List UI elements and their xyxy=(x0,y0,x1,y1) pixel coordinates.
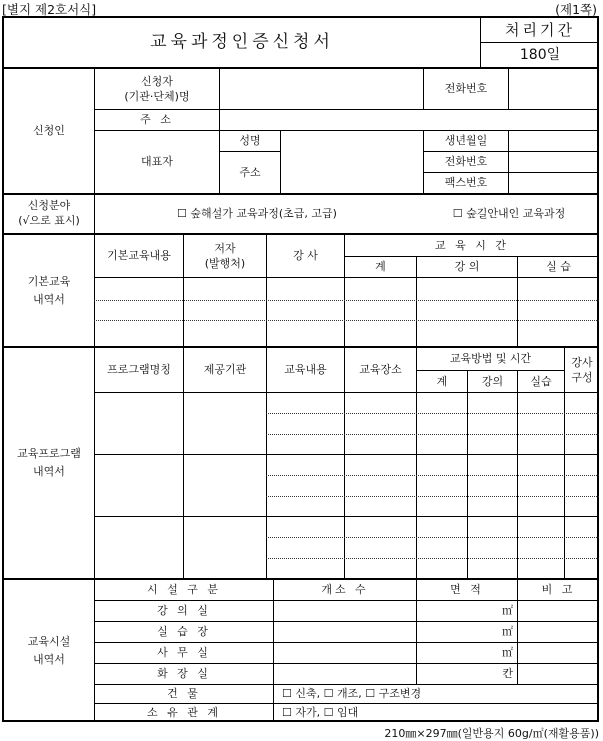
building-checkboxes[interactable]: ☐ 신축, ☐ 개조, ☐ 구조변경 xyxy=(282,687,422,701)
address-label: 주 소 xyxy=(140,113,174,127)
program-content-header: 교육내용 xyxy=(284,363,327,377)
processing-period-value: 180일 xyxy=(519,46,561,63)
applicant-name-label: 신청자 (기관·단체)명 xyxy=(124,74,190,103)
trail-guide-checkbox[interactable]: ☐ 숲길안내인 교육과정 xyxy=(452,207,566,221)
facility-input-cells[interactable] xyxy=(274,601,599,684)
applicant-name-field[interactable] xyxy=(220,69,423,109)
rep-address-label: 주소 xyxy=(239,165,261,179)
facility-count-header: 개소 수 xyxy=(321,583,369,597)
program-practice-header: 실습 xyxy=(530,374,552,388)
applicant-section-label: 신청인 xyxy=(33,124,65,138)
facility-area-unit: ㎡ xyxy=(502,625,513,639)
birth-field[interactable] xyxy=(509,131,599,151)
birth-label: 생년월일 xyxy=(444,134,488,148)
basic-education-section-label: 기본교육 내역서 xyxy=(27,274,71,306)
phone-field[interactable] xyxy=(509,69,599,109)
basic-education-rows[interactable] xyxy=(95,278,599,346)
method-header: 교육방법 및 시간 xyxy=(449,352,532,366)
place-header: 교육장소 xyxy=(359,363,402,377)
fax-field[interactable] xyxy=(509,173,599,193)
paper-spec-footer: 210㎜×297㎜(일반용지 60g/㎡(재활용품)) xyxy=(384,727,599,740)
program-name-header: 프로그램명칭 xyxy=(107,363,171,377)
facility-type-header: 시 설 구 분 xyxy=(147,583,221,597)
facility-row-label: 강 의 실 xyxy=(157,604,211,618)
facility-section-label: 교육시설 내역서 xyxy=(27,635,71,666)
provider-header: 제공기관 xyxy=(203,363,247,377)
representative-label: 대표자 xyxy=(141,155,173,169)
program-total-header: 계 xyxy=(436,374,448,388)
facility-row-label: 사 무 실 xyxy=(157,646,211,660)
rep-phone-field[interactable] xyxy=(509,152,599,172)
ownership-checkboxes[interactable]: ☐ 자가, ☐ 임대 xyxy=(282,706,359,720)
basic-total-header: 계 xyxy=(375,260,386,274)
form-title: 교육과정인증신청서 xyxy=(150,32,334,53)
facility-area-unit: ㎡ xyxy=(502,604,513,618)
rep-name-field[interactable] xyxy=(281,131,423,151)
program-section-label: 교육프로그램 내역서 xyxy=(17,447,81,478)
forest-interpreter-checkbox[interactable]: ☐ 숲해설가 교육과정(초급, 고급) xyxy=(177,207,337,221)
facility-note-header: 비 고 xyxy=(541,583,576,597)
rep-name-label: 성명 xyxy=(239,134,261,148)
program-lecturer-header: 강사 구성 xyxy=(571,355,593,384)
basic-lecturer-header: 강 사 xyxy=(293,249,318,263)
rep-phone-label: 전화번호 xyxy=(444,155,488,169)
rep-address-field[interactable] xyxy=(281,152,423,193)
facility-row-label: 실 습 장 xyxy=(157,625,211,639)
facility-area-unit: ㎡ xyxy=(502,646,513,660)
application-form xyxy=(2,16,599,722)
basic-content-header: 기본교육내용 xyxy=(107,249,171,263)
hours-header: 교 육 시 간 xyxy=(435,238,509,252)
facility-area-header: 면 적 xyxy=(450,583,484,597)
basic-lecture-header: 강 의 xyxy=(454,260,480,274)
field-label: 신청분야 (√으로 표시) xyxy=(18,199,80,227)
phone-label: 전화번호 xyxy=(444,82,488,96)
page-number: (제1쪽) xyxy=(555,2,597,17)
basic-practice-header: 실 습 xyxy=(546,260,571,274)
program-lecture-header: 강의 xyxy=(481,374,504,388)
ownership-label: 소 유 관 계 xyxy=(147,706,221,720)
program-rows[interactable] xyxy=(95,393,599,578)
form-number: [별지 제2호서식] xyxy=(2,2,97,17)
processing-period-label: 처리기간 xyxy=(505,20,575,39)
fax-label: 팩스번호 xyxy=(444,176,488,190)
facility-area-unit: 칸 xyxy=(502,667,513,681)
building-label: 건 물 xyxy=(167,687,201,701)
address-field[interactable] xyxy=(220,110,599,130)
author-header: 저자 (발행처) xyxy=(204,241,246,270)
facility-row-label: 화 장 실 xyxy=(157,667,211,681)
